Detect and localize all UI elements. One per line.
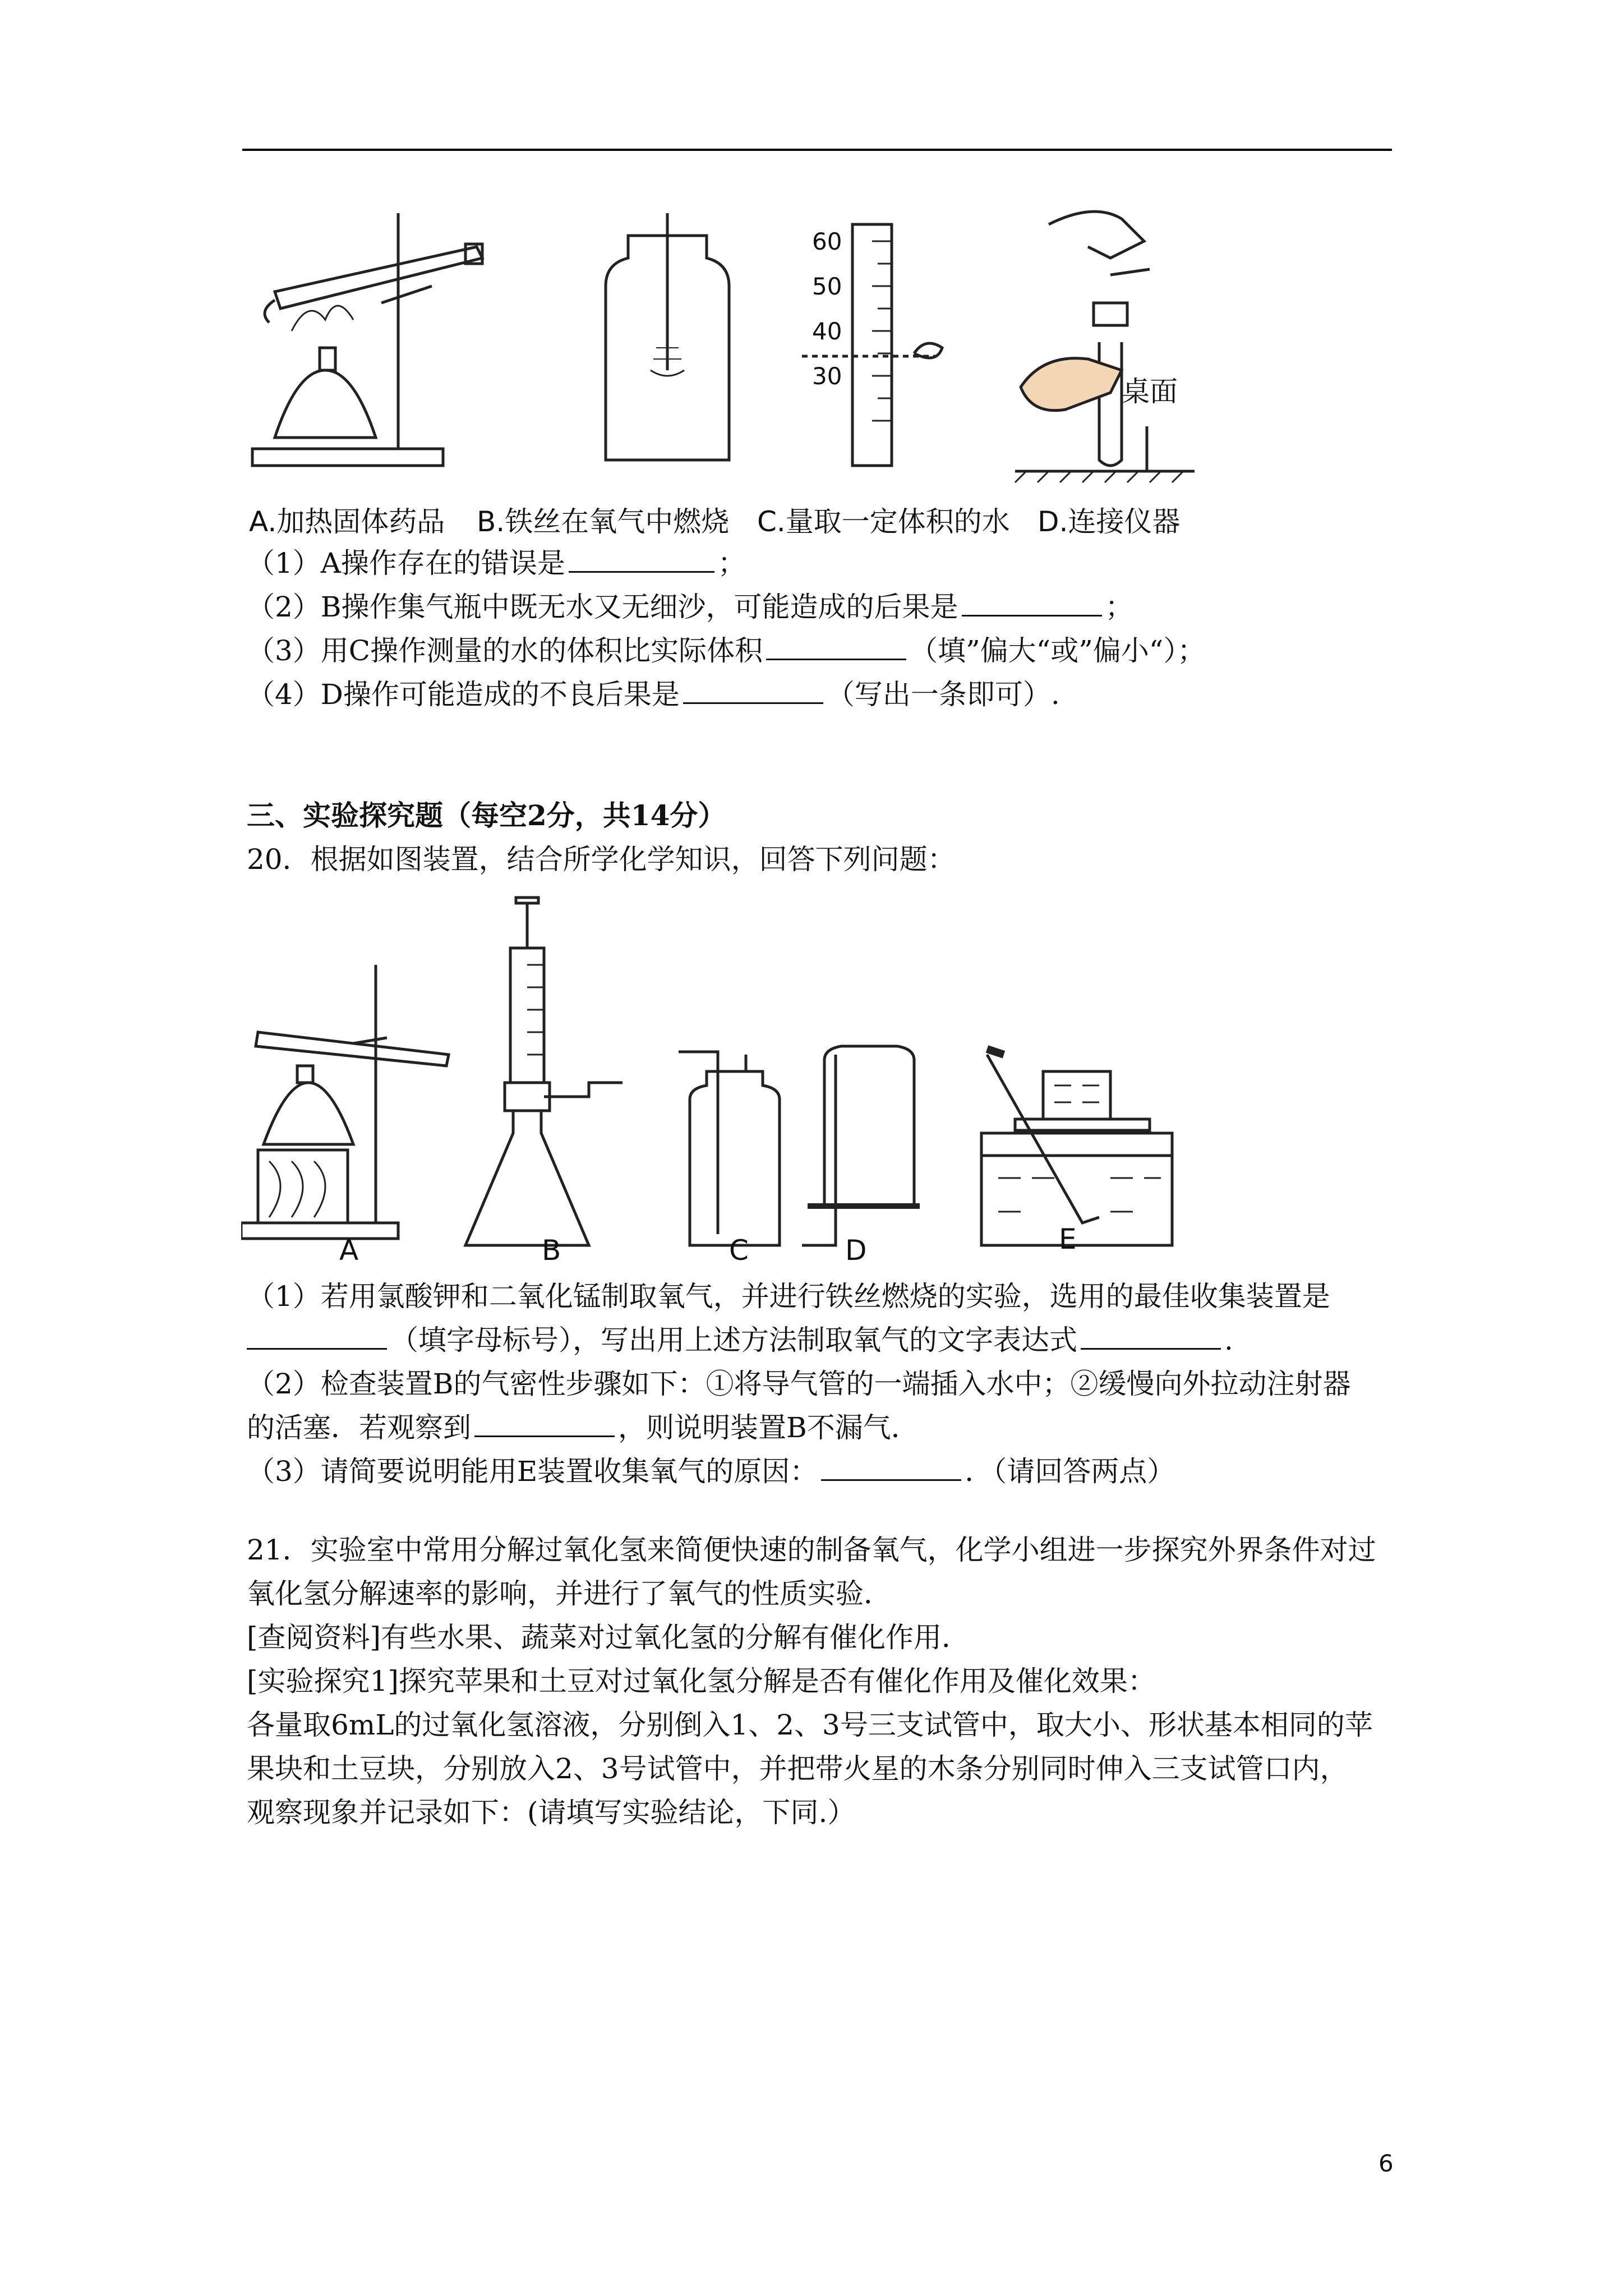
device-label: B [542,1234,561,1267]
desk-label: 桌面 [1122,375,1178,408]
q20-stem: 20．根据如图装置，结合所学化学知识，回答下列问题： [247,843,956,876]
answer-blank[interactable] [766,634,906,660]
q20-p2-line-1: （2）检查装置B的气密性步骤如下：①将导气管的一端插入水中；②缓慢向外拉动注射器 [247,1368,1351,1400]
figure-devices [241,886,1195,1257]
q21-line-7: 观察现象并记录如下：(请填写实验结论，下同.） [247,1796,856,1829]
device-e [981,1049,1172,1245]
device-b [465,898,623,1245]
answer-blank[interactable] [569,546,714,573]
device-a [241,965,449,1239]
q21-line-3: [查阅资料]有些水果、蔬菜对过氧化氢的分解有催化作用． [247,1621,970,1654]
q21-line-5: 各量取6mL的过氧化氢溶液，分别倒入1、2、3号三支试管中，取大小、形状基本相同的苹 [247,1709,1373,1741]
device-label: C [729,1234,749,1267]
scale-label: 50 [812,273,842,300]
q20-p2-line-2: 的活塞．若观察到 ，则说明装置B不漏气． [247,1411,919,1444]
device-d [802,1046,920,1245]
header-rule [242,149,1392,151]
figure-operations [241,202,1206,494]
answer-blank[interactable] [1081,1323,1221,1350]
apparatus-c-cylinder [802,224,942,466]
caption-b: B.铁丝在氧气中燃烧 [477,505,730,538]
device-c [679,1052,780,1245]
answer-blank[interactable] [821,1455,961,1481]
answer-blank[interactable] [962,590,1102,616]
scale-label: 60 [812,228,842,255]
caption-c: C.量取一定体积的水 [757,505,1010,538]
q19-line-2: （2）B操作集气瓶中既无水又无细沙，可能造成的后果是 ； [247,591,1133,623]
q19-line-3: （3）用C操作测量的水的体积比实际体积 （填”偏大“或”偏小“）； [247,634,1206,667]
q21-line-4: [实验探究1]探究苹果和土豆对过氧化氢分解是否有催化作用及催化效果： [247,1665,1156,1697]
scale-label: 30 [812,362,842,390]
device-label: A [339,1234,359,1267]
answer-blank[interactable] [683,678,823,704]
apparatus-d-test-tube [1015,211,1195,482]
q21-line-2: 氧化氢分解速率的影响，并进行了氧气的性质实验． [247,1577,892,1610]
caption-d: D.连接仪器 [1038,505,1181,538]
q20-p1-line-1: （1）若用氯酸钾和二氧化锰制取氧气，并进行铁丝燃烧的实验，选用的最佳收集装置是 [247,1280,1330,1313]
scale-label: 40 [812,318,842,345]
apparatus-b-gas-bottle [606,213,729,460]
q20-p3: （3）请简要说明能用E装置收集氧气的原因： ．（请回答两点） [247,1455,1175,1488]
device-label: D [845,1234,867,1267]
answer-blank[interactable] [474,1411,615,1437]
page-number: 6 [1378,2150,1394,2177]
q21-line-1: 21．实验室中常用分解过氧化氢来简便快速的制备氧气，化学小组进一步探究外界条件对过 [247,1534,1376,1566]
q19-line-1: （1）A操作存在的错误是 ； [247,547,746,579]
device-label: E [1059,1223,1077,1255]
apparatus-a-heating [252,213,482,466]
q21-line-6: 果块和土豆块，分别放入2、3号试管中，并把带火星的木条分别同时伸入三支试管口内， [247,1752,1348,1785]
q20-p1-line-2: （填字母标号），写出用上述方法制取氧气的文字表达式 . [247,1318,1233,1362]
caption-a: A.加热固体药品 [249,505,445,538]
q19-line-4: （4）D操作可能造成的不良后果是 （写出一条即可）. [247,678,1060,711]
section-title: 三、实验探究题（每空2分，共14分） [247,799,726,832]
answer-blank[interactable] [247,1323,387,1350]
